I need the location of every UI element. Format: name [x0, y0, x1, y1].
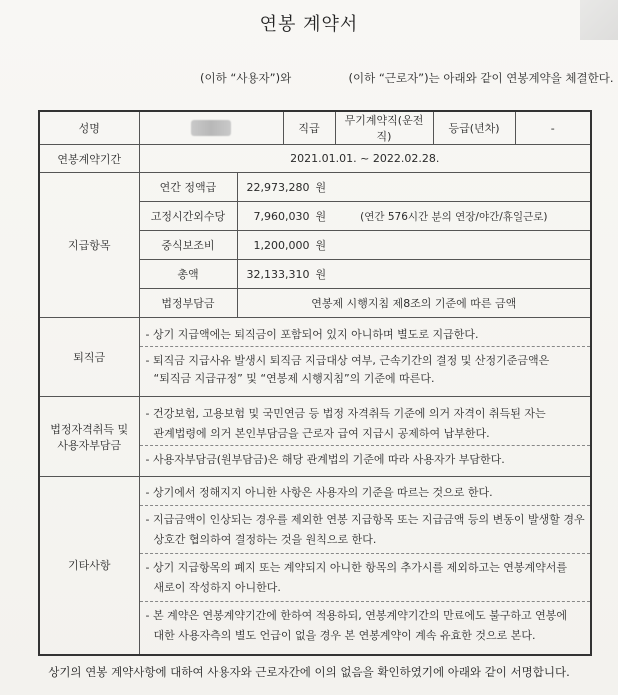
pay-item-value-cell [237, 202, 591, 231]
pay-item-note: (연간 576시간 분의 연장/야간/휴일근로) [360, 211, 548, 223]
contract-table [38, 110, 592, 656]
pay-item-amount: 1,200,000 [253, 239, 310, 252]
severance-bullet: - 상기 지급액에는 퇴직금이 포함되어 있지 아니하며 별도로 지급한다. [145, 328, 479, 341]
grade-value: - [515, 111, 591, 145]
other-bullet: - 상기 지급항목의 폐지 또는 계약되지 아니한 항목의 추가시를 제외하고는 연봉계약서를 [140, 553, 591, 576]
insurance-bullet: - 사용자부담금(원부담금)은 해당 관계법의 기준에 따라 사용자가 부담한다. [140, 445, 591, 473]
pay-item-unit: 원 [315, 268, 327, 281]
pay-item-label: 연간 정액급 [139, 173, 237, 202]
severance-bullet-cont: “퇴직금 지급규정” 및 “연봉제 시행지침”의 기준에 따른다. [153, 372, 435, 385]
pay-item-label: 고정시간외수당 [139, 202, 237, 231]
pay-item-amount: 7,960,030 [253, 210, 310, 223]
other-label: 기타사항 [39, 477, 139, 655]
pay-row [39, 173, 591, 202]
intro-part1: (이하 “사용자”)와 [200, 71, 292, 85]
pay-item-value-cell [237, 231, 591, 260]
other-row [39, 477, 591, 655]
intro-part2: (이하 “근로자”)는 아래와 같이 연봉계약을 체결한다. [348, 71, 614, 85]
intro-sentence [200, 70, 614, 86]
pay-item-unit: 원 [315, 181, 327, 194]
other-content [139, 477, 591, 655]
insurance-bullet: - 건강보험, 고용보험 및 국민연금 등 법정 자격취득 기준에 의거 자격이 취득된 자는 [145, 407, 546, 420]
insurance-bullet-cont: 관계법령에 의거 본인부담금을 근로자 급여 지급시 공제하여 납부한다. [153, 427, 490, 440]
pay-item-amount: 32,133,310 [246, 268, 310, 281]
other-bullet-cont: 대한 사용자측의 별도 언급이 없을 경우 본 연봉계약이 계속 유효한 것으로 본다. [153, 629, 536, 643]
other-bullet-cont: 새로이 작성하지 아니한다. [153, 581, 281, 595]
insurance-label-line1: 법정자격취득 및 [50, 422, 129, 436]
insurance-label [39, 397, 139, 477]
position-label: 직급 [283, 111, 335, 145]
name-value [139, 111, 283, 145]
insurance-row [39, 397, 591, 477]
pay-item-amount: 22,973,280 [246, 181, 310, 194]
pay-section-label: 지급항목 [39, 173, 139, 318]
document-title: 연봉 계약서 [259, 14, 359, 35]
other-bullet-cont: 상호간 협의하여 결정하는 것을 원칙으로 한다. [153, 533, 377, 547]
pay-item-label: 중식보조비 [139, 231, 237, 260]
info-row [39, 111, 591, 145]
severance-row [39, 318, 591, 397]
other-bullet: - 상기에서 정해지지 아니한 사항은 사용자의 기준을 따르는 것으로 한다. [145, 486, 493, 500]
position-value: 무기계약직(운전직) [335, 111, 433, 145]
period-value: 2021.01.01. ~ 2022.02.28. [139, 145, 591, 173]
name-label: 성명 [39, 111, 139, 145]
pay-item-label: 총액 [139, 260, 237, 289]
legal-label: 법정부담금 [139, 289, 237, 318]
pay-item-unit: 원 [315, 210, 327, 223]
grade-label: 등급(년차) [433, 111, 515, 145]
insurance-content [139, 397, 591, 477]
redacted-name [191, 120, 231, 136]
pay-item-value-cell [237, 260, 591, 289]
other-bullet: - 지급금액이 인상되는 경우를 제외한 연봉 지급항목 또는 지급금액 등의 변동이 발생할 경우 [140, 505, 591, 528]
severance-label: 퇴직금 [39, 318, 139, 397]
severance-content [139, 318, 591, 397]
period-label: 연봉계약기간 [39, 145, 139, 173]
insurance-label-line2: 사용자부담금 [57, 438, 122, 452]
period-row [39, 145, 591, 173]
other-bullet: - 본 계약은 연봉계약기간에 한하여 적용하되, 연봉계약기간의 만료에도 불구하고 연봉에 [140, 601, 591, 624]
footer-statement: 상기의 연봉 계약사항에 대하여 사용자와 근로자간에 이의 없음을 확인하였기에 아래와 같이 서명합니다. [48, 665, 570, 679]
pay-item-unit: 원 [315, 239, 327, 252]
legal-value: 연봉제 시행지침 제8조의 기준에 따른 금액 [237, 289, 591, 318]
severance-bullet: - 퇴직금 지급사유 발생시 퇴직금 지급대상 여부, 근속기간의 결정 및 산정기준금액은 [140, 346, 591, 369]
pay-item-value-cell [237, 173, 591, 202]
